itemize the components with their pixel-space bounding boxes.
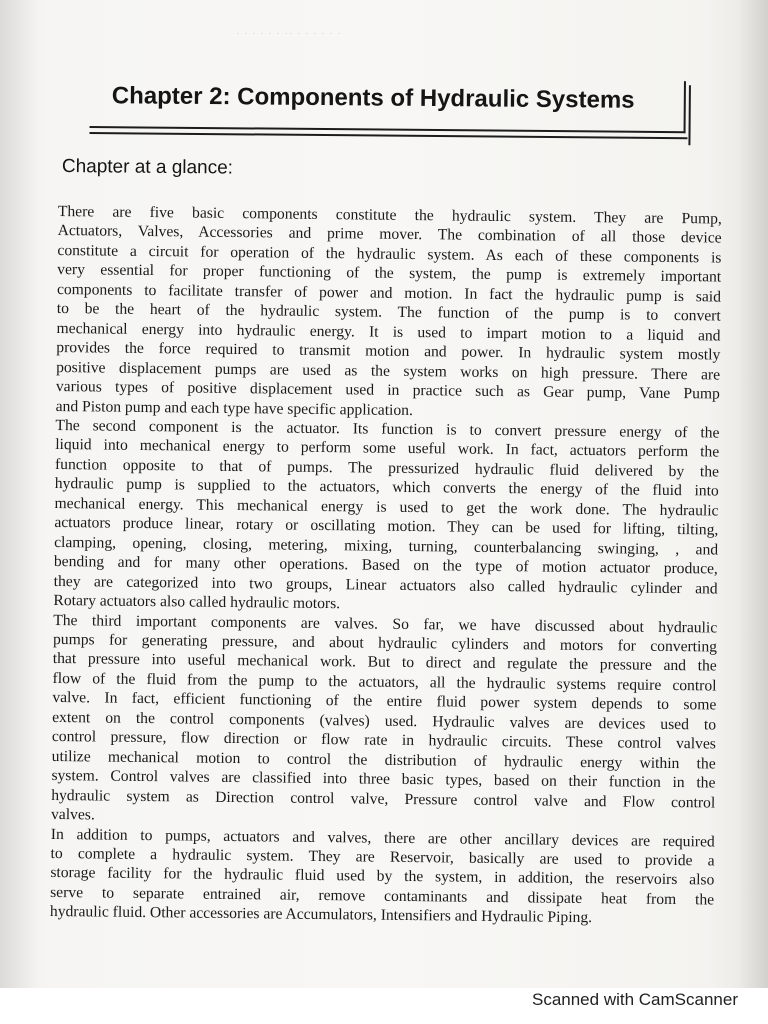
body-line: components to facilitate transfer of power and motion. In fact the hydraulic pump is said: [56, 280, 722, 306]
body-line: hydraulic fluid. Other accessories are Accumulators, Intensifiers and Hydraulic Piping.: [49, 903, 593, 927]
body-line: hydraulic system as Direction control valve, Pressure control valve and Flow control: [51, 786, 716, 812]
body-line: mechanical energy. This mechanical energy is used to get the work done. The hydraulic: [54, 494, 719, 520]
body-line: constitute a circuit for operation of the hydraulic system. As each of these components is: [57, 241, 722, 267]
chapter-title: Chapter 2: Components of Hydraulic Systems: [111, 82, 635, 114]
body-line: function opposite to that of pumps. The pressurized hydraulic fluid delivered by the: [54, 455, 720, 481]
body-line: In addition to pumps, actuators and valves, there are other ancillary devices are required: [50, 825, 715, 850]
body-line: valve. In fact, efficient functioning of the entire fluid power system depends to some: [52, 689, 717, 714]
body-line: Rotary actuators also called hydraulic motors.: [53, 592, 341, 613]
body-line: control pressure, flow direction or flow rate in hydraulic circuits. These control valves: [51, 728, 716, 753]
section-heading: Chapter at a glance:: [61, 156, 234, 179]
bleed-through-text: · · · · · · ·· · · · · · ·: [236, 28, 342, 38]
body-line: Actuators, Valves, Accessories and prime mover. The combination of all those device: [57, 222, 722, 247]
body-line: The second component is the actuator. Its function is to convert pressure energy of the: [55, 416, 720, 442]
body-line: positive displacement pumps are used as the system works on high pressure. There are: [56, 358, 721, 384]
body-text: [50, 202, 722, 929]
body-line: serve to separate entrained air, remove contaminants and dissipate heat from the: [50, 883, 715, 909]
body-line: There are five basic components constitute the hydraulic system. They are Pump,: [57, 202, 722, 228]
body-line: and Piston pump and each type have specific application.: [55, 397, 414, 419]
body-line: pumps for generating pressure, and about hydraulic cylinders and motors for converting: [52, 630, 718, 656]
body-line: flow of the fluid from the pump to the actuators, all the hydraulic systems require control: [52, 669, 717, 695]
body-line: clamping, opening, closing, metering, mixing, turning, counterbalancing swinging, , and: [54, 533, 719, 559]
body-line: very essential for proper functioning of the system, the pump is extremely important: [57, 261, 722, 286]
body-line: utilize mechanical motion to control the distribution of hydraulic energy within the: [51, 747, 716, 773]
body-line: to be the heart of the hydraulic system. The function of the pump is to convert: [56, 300, 721, 325]
body-line: actuators produce linear, rotary or oscillating motion. They can be used for lifting, tilting,: [54, 514, 719, 539]
body-line: various types of positive displacement used in practice such as Gear pump, Vane Pump: [55, 378, 720, 403]
body-line: to complete a hydraulic system. They are Reservoir, basically are used to provide a: [50, 844, 715, 870]
body-line: that pressure into useful mechanical work. But to direct and regulate the pressure and the: [52, 650, 717, 675]
body-line: hydraulic pump is supplied to the actuators, which converts the energy of the fluid into: [54, 475, 719, 500]
body-line: The third important components are valves. So far, we have discussed about hydraulic: [53, 611, 718, 637]
body-line: liquid into mechanical energy to perform some useful work. In fact, actuators perform the: [55, 436, 720, 461]
body-line: system. Control valves are classified into three basic types, based on their function in the: [51, 767, 716, 792]
body-line: valves.: [50, 806, 95, 824]
body-line: storage facility for the hydraulic fluid used by the system, in addition, the reservoirs also: [50, 864, 715, 889]
chapter-title-box: [90, 76, 686, 133]
body-line: extent on the control components (valves) used. Hydraulic valves are devices used to: [52, 708, 717, 734]
title-double-rule: [89, 132, 687, 139]
body-line: mechanical energy into hydraulic energy. It is used to impart motion to a liquid and: [56, 319, 721, 345]
body-line: provides the force required to transmit motion and power. In hydraulic system mostly: [56, 339, 721, 364]
body-line: they are categorized into two groups, Linear actuators also called hydraulic cylinder and: [53, 572, 718, 598]
camscanner-watermark: Scanned with CamScanner: [531, 990, 738, 1009]
body-line: bending and for many other operations. Based on the type of motion actuator produce,: [53, 553, 718, 578]
